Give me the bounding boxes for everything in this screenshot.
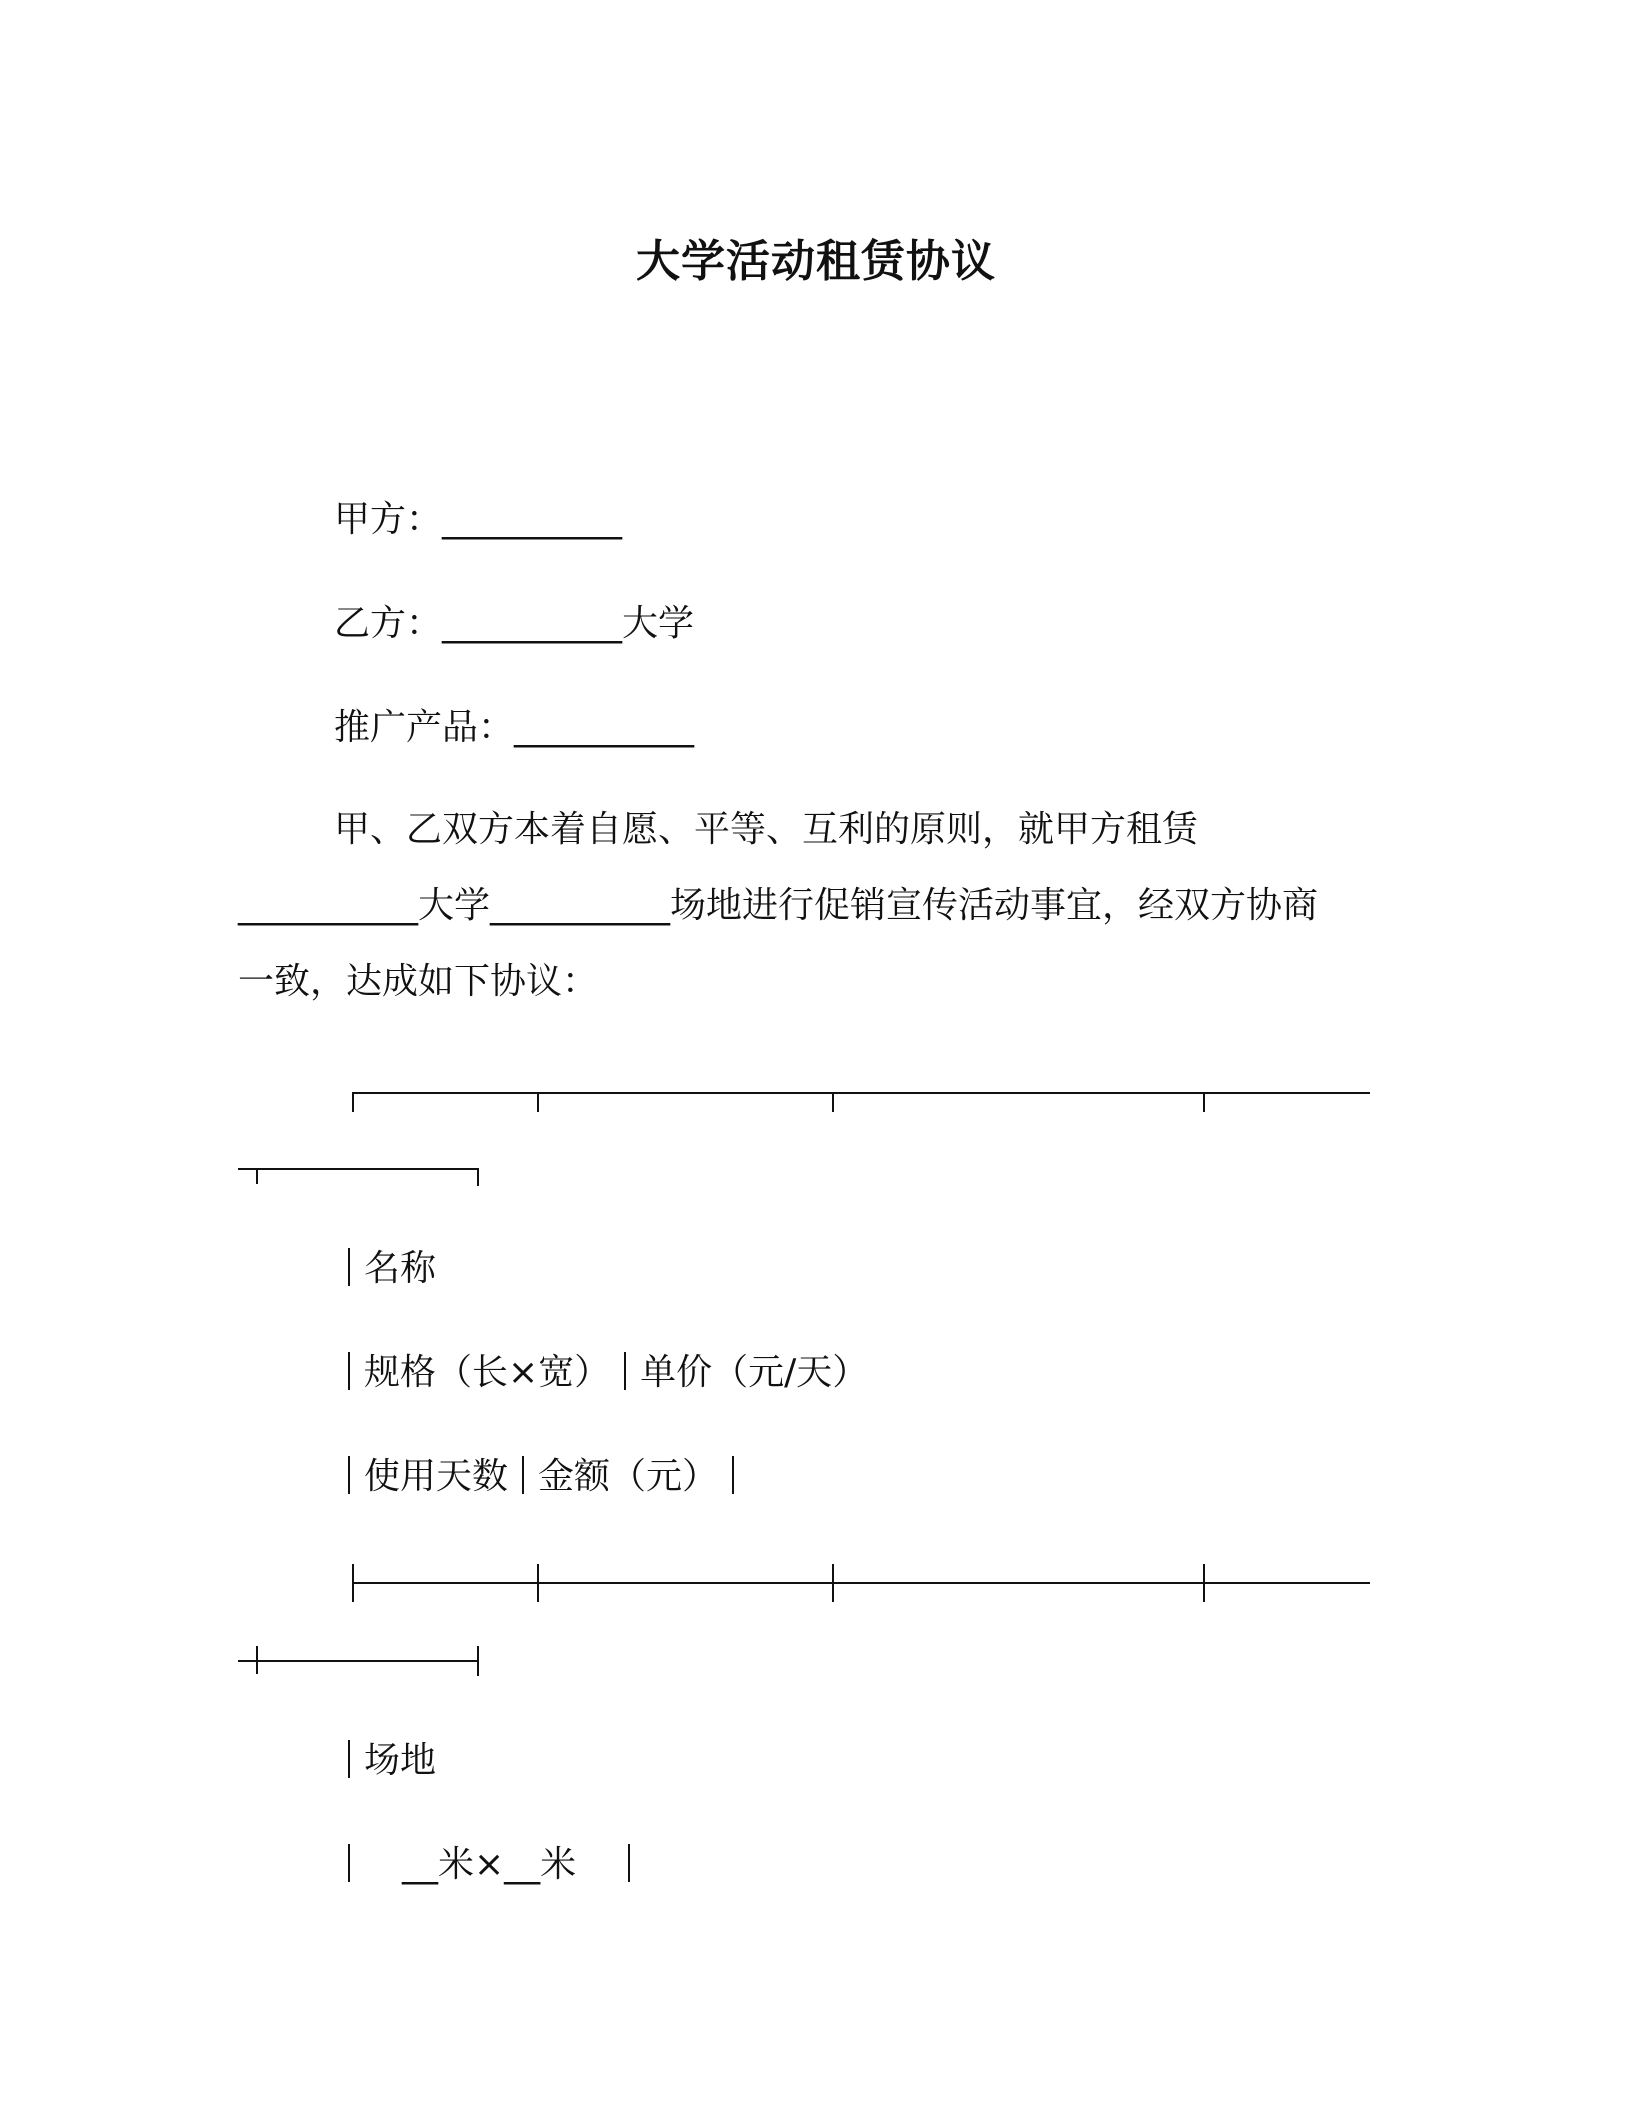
header-spec: 规格（长×宽） [364,1352,611,1393]
intro-line-2: __________大学__________场地进行促销宣传活动事宜，经双方协商 [238,885,1319,926]
intro-line-3: 一致，达成如下协议： [238,961,599,1002]
table-row-1-name [348,1740,436,1779]
row1-name: 场地 [364,1740,437,1781]
table-header-row-1 [348,1248,436,1287]
header-days: 使用天数 [364,1456,509,1497]
intro-line-1: 甲、乙双方本着自愿、平等、互利的原则，就甲方租赁 [334,809,1199,850]
party-b-line: 乙方：__________大学 [334,603,695,644]
party-a-line: 甲方：__________ [334,499,623,540]
table-header-row-2 [348,1352,868,1391]
product-line: 推广产品：__________ [334,707,695,748]
row1-spec: __米×__米 [402,1844,577,1885]
header-amount: 金额（元） [538,1456,719,1497]
header-unit-price: 单价（元/天） [640,1352,869,1393]
table-row-1-spec [348,1844,630,1883]
document-title: 大学活动租赁协议 [636,236,996,287]
table-header-row-3 [348,1456,734,1495]
header-name: 名称 [364,1248,437,1289]
